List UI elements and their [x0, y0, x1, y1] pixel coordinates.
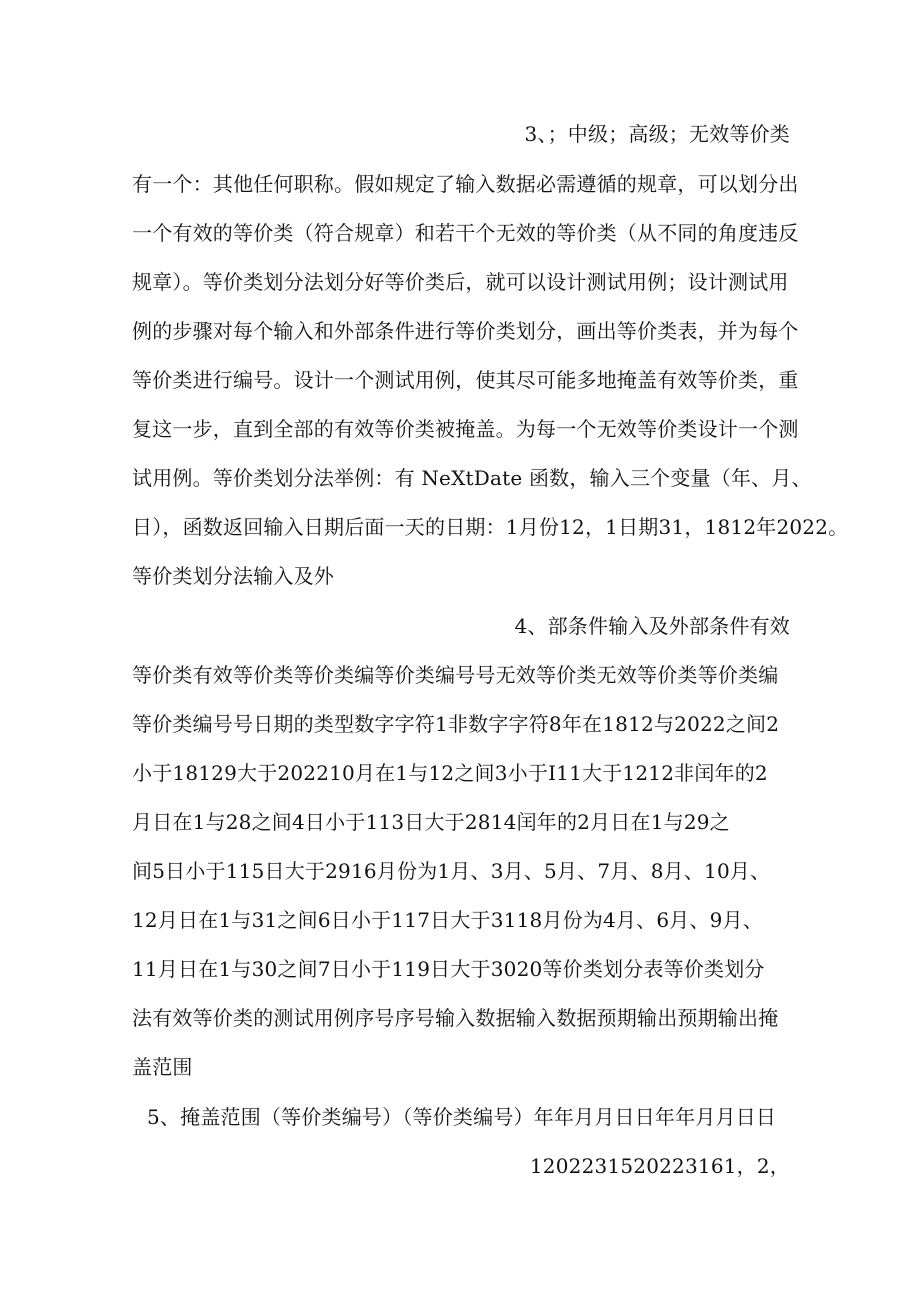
paragraph-line: 11月日在1与30之间7日小于119日大于3020等价类划分表等价类划分	[132, 957, 765, 981]
paragraph-line: 日），函数返回输入日期后面一天的日期：1月份12，1日期31，1812年2022。	[132, 515, 849, 539]
paragraph-line: 盖范围	[132, 1055, 193, 1079]
paragraph-line: 间5日小于115日大于2916月份为1月、3月、5月、7月、8月、10月、	[132, 859, 771, 883]
paragraph-line: 等价类有效等价类等价类编等价类编号号无效等价类无效等价类等价类编	[132, 663, 779, 687]
heading-5: 5、掩盖范围（等价类编号）（等价类编号）年年月月日日年年月月日日	[147, 1105, 777, 1129]
paragraph-line: 复这一步，直到全部的有效等价类被掩盖。为每一个无效等价类设计一个测	[132, 417, 799, 441]
paragraph-line: 等价类划分法输入及外	[132, 564, 334, 588]
heading-4: 4、部条件输入及外部条件有效	[514, 614, 790, 638]
paragraph-line: 1202231520223161，2，	[529, 1154, 790, 1178]
paragraph-line: 法有效等价类的测试用例序号序号输入数据输入数据预期输出预期输出掩	[132, 1006, 779, 1030]
paragraph-line: 有一个：其他任何职称。假如规定了输入数据必需遵循的规章，可以划分出	[132, 172, 799, 196]
paragraph-line: 等价类进行编号。设计一个测试用例，使其尽可能多地掩盖有效等价类，重	[132, 368, 799, 392]
paragraph-line: 一个有效的等价类（符合规章）和若干个无效的等价类（从不同的角度违反	[132, 221, 799, 245]
paragraph-line: 小于18129大于202210月在1与12之间3小于I11大于1212非闰年的2	[132, 761, 768, 785]
paragraph-line: 试用例。等价类划分法举例：有 NeXtDate 函数，输入三个变量（年、月、	[132, 466, 812, 490]
paragraph-line: 等价类编号号日期的类型数字字符1非数字字符8年在1812与2022之间2	[132, 712, 780, 736]
heading-3: 3、；中级；高级；无效等价类	[524, 122, 790, 146]
paragraph-line: 规章）。等价类划分法划分好等价类后，就可以设计测试用例；设计测试用	[132, 270, 789, 294]
paragraph-line: 12月日在1与31之间6日小于117日大于3118月份为4月、6月、9月、	[132, 908, 763, 932]
paragraph-line: 月日在1与28之间4日小于113日大于2814闰年的2月日在1与29之	[132, 810, 730, 834]
paragraph-line: 例的步骤对每个输入和外部条件进行等价类划分，画出等价类表，并为每个	[132, 319, 799, 343]
